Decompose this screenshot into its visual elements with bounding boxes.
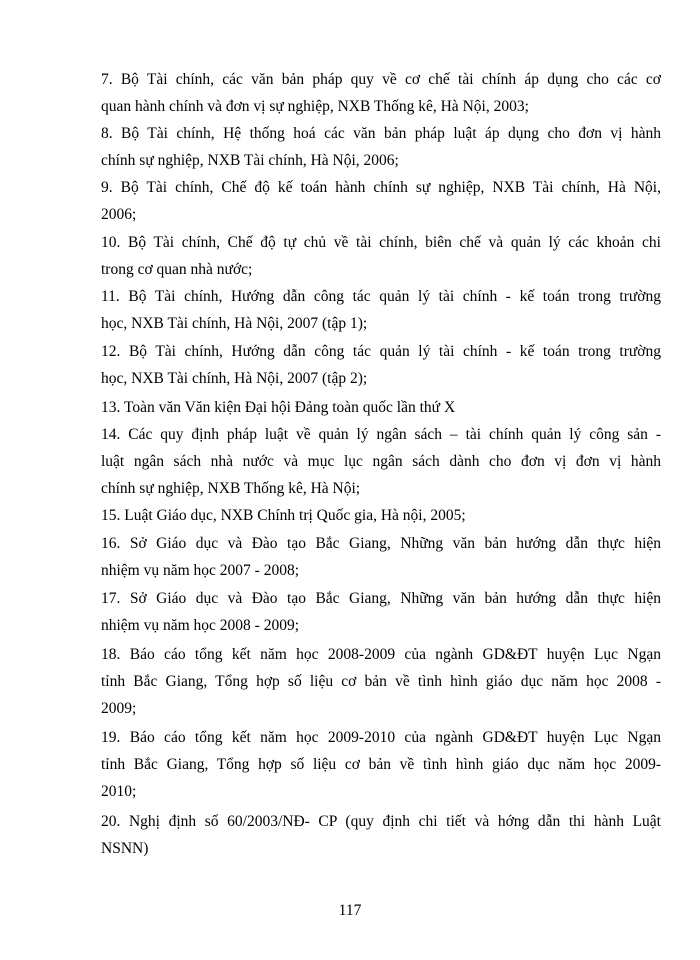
reference-line: 10. Bộ Tài chính, Chế độ tự chủ về tài chính, biên chế và quản lý các khoản chi [101,234,661,251]
reference-line: chính sự nghiệp, NXB Thống kê, Hà Nội; [101,480,361,497]
reference-line: nhiệm vụ năm học 2007 - 2008; [101,562,300,579]
reference-item-11 [101,283,661,337]
reference-item-16 [101,530,661,584]
reference-line: tỉnh Bắc Giang, Tổng hợp số liệu cơ bản về tình hình giáo dục năm học 2009- [101,756,661,773]
reference-line: 11. Bộ Tài chính, Hướng dẫn công tác quản lý tài chính - kế toán trong trường [101,288,661,305]
reference-line: 16. Sở Giáo dục và Đào tạo Bắc Giang, Những văn bản hướng dẫn thực hiện [101,535,661,552]
reference-line: 8. Bộ Tài chính, Hệ thống hoá các văn bản pháp luật áp dụng cho đơn vị hành [101,125,661,142]
reference-line: tỉnh Bắc Giang, Tổng hợp số liệu cơ bản về tình hình giáo dục năm học 2008 - [101,673,661,690]
reference-line: chính sự nghiệp, NXB Tài chính, Hà Nội, 2006; [101,152,399,169]
reference-item-7 [101,66,661,120]
reference-line: học, NXB Tài chính, Hà Nội, 2007 (tập 2); [101,370,368,387]
reference-item-8 [101,120,661,174]
reference-line: quan hành chính và đơn vị sự nghiệp, NXB Thống kê, Hà Nội, 2003; [101,98,529,115]
reference-item-14 [101,421,661,502]
reference-line: học, NXB Tài chính, Hà Nội, 2007 (tập 1); [101,315,368,332]
reference-line: luật ngân sách nhà nước và mục lục ngân sách dành cho đơn vị đơn vị hành [101,453,661,470]
reference-item-18 [101,641,661,722]
reference-line: 13. Toàn văn Văn kiện Đại hội Đảng toàn quốc lần thứ X [101,399,456,416]
reference-line: 18. Báo cáo tổng kết năm học 2008-2009 của ngành GD&ĐT huyện Lục Ngạn [101,646,661,663]
reference-item-17 [101,585,661,639]
reference-line: 20. Nghị định số 60/2003/NĐ- CP (quy định chi tiết và hớng dẫn thi hành Luật [101,813,661,830]
reference-line: 7. Bộ Tài chính, các văn bản pháp quy về cơ chế tài chính áp dụng cho các cơ [101,71,661,88]
reference-line: 2009; [101,700,137,717]
reference-line: 9. Bộ Tài chính, Chế độ kế toán hành chính sự nghiệp, NXB Tài chính, Hà Nội, [101,179,661,196]
reference-line: 2010; [101,783,137,800]
reference-line: 12. Bộ Tài chính, Hướng dẫn công tác quản lý tài chính - kế toán trong trường [101,343,661,360]
reference-line: trong cơ quan nhà nước; [101,261,253,278]
reference-line: 2006; [101,206,137,223]
page-number: 117 [338,902,362,919]
reference-line: 14. Các quy định pháp luật về quản lý ngân sách – tài chính quản lý công sản - [101,426,661,443]
reference-item-10 [101,229,661,283]
reference-item-20 [101,808,661,862]
reference-item-9 [101,174,661,228]
reference-item-19 [101,724,661,805]
reference-item-12 [101,338,661,392]
reference-item-13 [101,394,661,421]
reference-line: nhiệm vụ năm học 2008 - 2009; [101,617,300,634]
reference-item-15 [101,502,661,529]
reference-line: 19. Báo cáo tổng kết năm học 2009-2010 của ngành GD&ĐT huyện Lục Ngạn [101,729,661,746]
reference-line: 17. Sở Giáo dục và Đào tạo Bắc Giang, Những văn bản hướng dẫn thực hiện [101,590,661,607]
reference-line: 15. Luật Giáo dục, NXB Chính trị Quốc gia, Hà nội, 2005; [101,507,466,524]
reference-line: NSNN) [101,840,149,857]
